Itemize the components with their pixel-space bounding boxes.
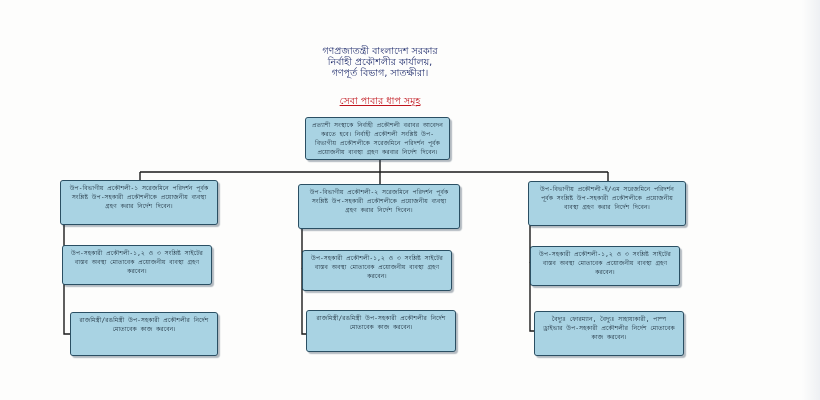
- branch-3-level-3-box: বৈদ্যুঃ ফোরম্যান, বৈদ্যুঃ সাহায্যকারী, পাম্প ড্রাইভার উপ-সহকারী প্রকৌশলীর নির্দেশ মোতাবেক কাজ করবেন।: [534, 311, 684, 356]
- header-line-2: নির্বাহী প্রকৌশলীর কার্যালয়,: [327, 57, 433, 68]
- branch-3-level-2-box: উপ-সহকারী প্রকৌশলী-১,২ ও ৩ সংশ্লিষ্ট সাইটের বাস্তব অবস্থা মোতাবেক প্রয়োজনীয় ব্যবস্থা গ্রহণ করবেন।: [530, 246, 680, 286]
- root-step-box: প্রত্যাশী সংস্থাকে নির্বাহী প্রকৌশলী বরাবর আবেদন করতে হবে। নির্বাহী প্রকৌশলী সংশ্লিষ্ট উপ-বিভাগীয় প্রকৌশলীকে সরেজমিনে পরিদর্শন পূর্বক প্রয়োজনীয় ব্যবস্থা গ্রহণ করবার নির্দেশ দিবেন।: [305, 117, 450, 160]
- header-line-3: গণপূর্ত বিভাগ, সাতক্ষীরা।: [331, 68, 429, 79]
- branch-1-level-2-box: উপ-সহকারী প্রকৌশলী-১,২ ও ৩ সংশ্লিষ্ট সাইটের বাস্তব অবস্থা মোতাবেক প্রয়োজনীয় ব্যবস্থা গ্রহণ করবেন।: [62, 245, 212, 285]
- branch-3-level-1-box: উপ-বিভাগীয় প্রকৌশলী-ই/এম সরেজমিনে পরিদর্শন পূর্বক সংশ্লিষ্ট উপ-সহকারী প্রকৌশলীকে প্রয়োজনীয় ব্যবস্থা গ্রহণ করার নির্দেশ দিবেন।: [528, 181, 686, 226]
- branch-2-level-2-box: উপ-সহকারী প্রকৌশলী-১,২ ও ৩ সংশ্লিষ্ট সাইটের বাস্তব অবস্থা মোতাবেক প্রয়োজনীয় ব্যবস্থা গ্রহণ করবেন।: [302, 250, 452, 291]
- branch-1-level-3-box: রাজমিস্ত্রী/রঙমিস্ত্রী উপ-সহকারী প্রকৌশলীর নির্দেশ মোতাবেক কাজ করবেন।: [70, 312, 218, 356]
- branch-2-level-3-box: রাজমিস্ত্রী/রঙমিস্ত্রী উপ-সহকারী প্রকৌশলীর নির্দেশ মোতাবেক কাজ করবেন।: [306, 310, 456, 352]
- branch-1-level-1-box: উপ-বিভাগীয় প্রকৌশলী-১ সরেজমিনে পরিদর্শন পূর্বক সংশ্লিষ্ট উপ-সহকারী প্রকৌশলীকে প্রয়োজনীয় ব্যবস্থা গ্রহণ করার নির্দেশ দিবেন।: [60, 180, 218, 225]
- branch-2-level-1-box: উপ-বিভাগীয় প্রকৌশলী-২ সরেজমিনে পরিদর্শন পূর্বক সংশ্লিষ্ট উপ-সহকারী প্রকৌশলীকে প্রয়োজনীয় ব্যবস্থা গ্রহণ করার নির্দেশ দিবেন।: [298, 184, 460, 229]
- diagram-subtitle: সেবা পাবার ধাপ সমূহ: [339, 96, 421, 107]
- header-line-1: গণপ্রজাতন্ত্রী বাংলাদেশ সরকার: [322, 46, 438, 57]
